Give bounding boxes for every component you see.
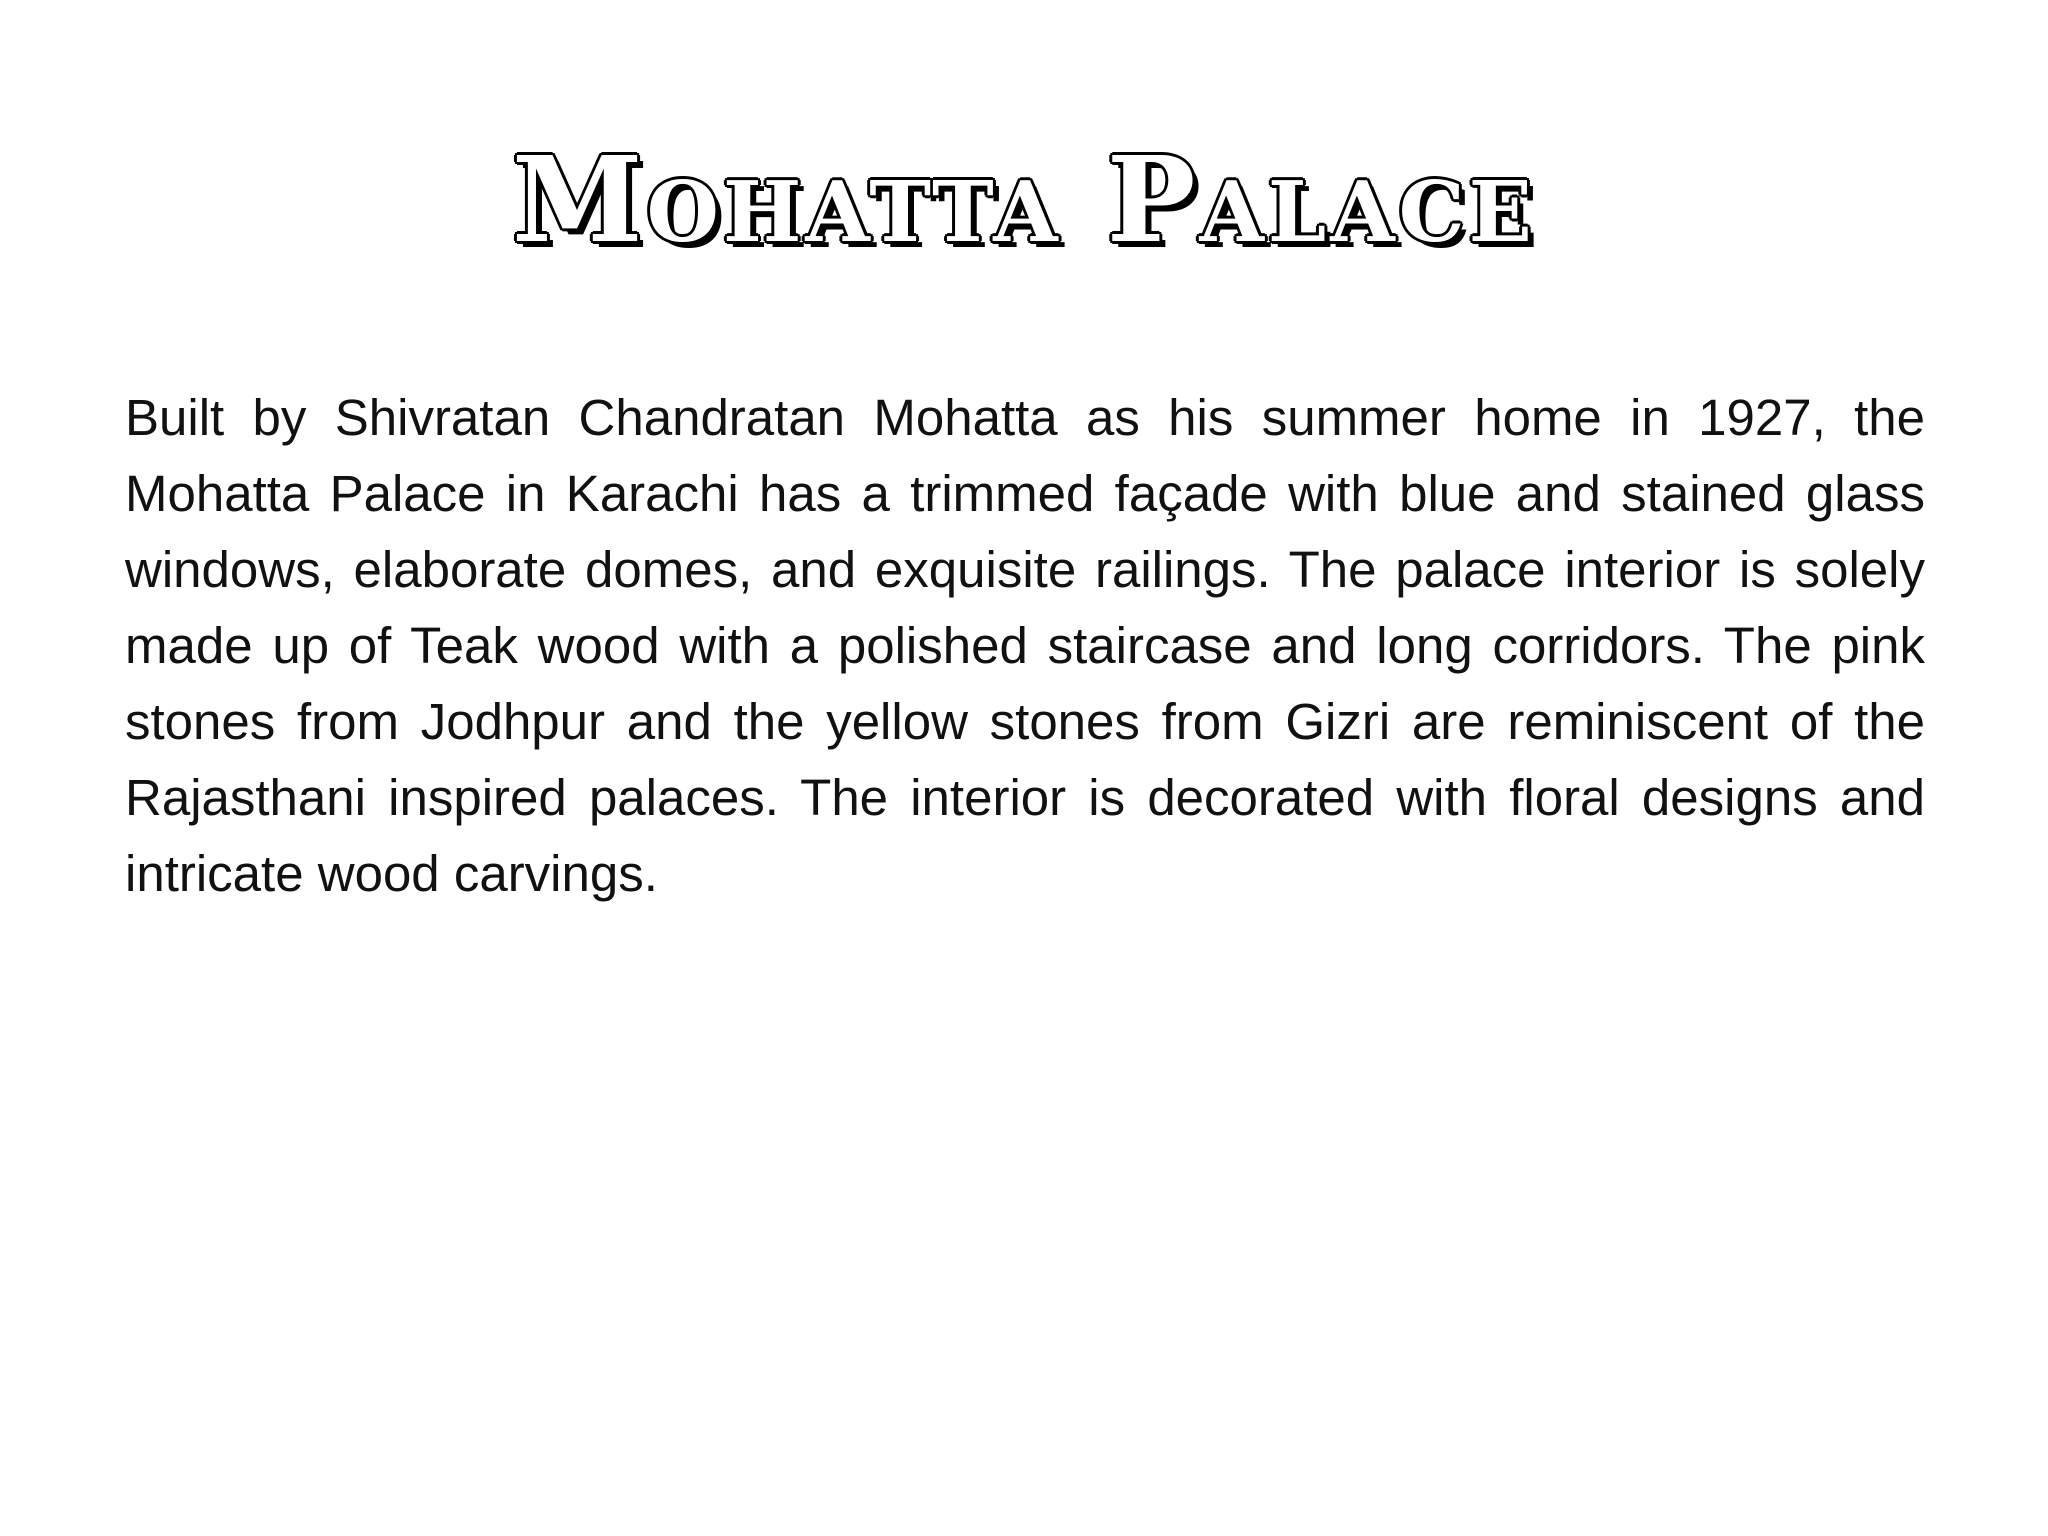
slide-body-paragraph: Built by Shivratan Chandratan Mohatta as his summer home in 1927, the Mohatta Palace in Karachi has a trimmed façade with blue and stained glass windows, elaborate domes, and exquisite railings. The palace interior is solely made up of Teak wood with a polished staircase and long corridors. The pink stones from Jodhpur and the yellow stones from Gizri are reminiscent of the Rajasthani inspired palaces. The interior is decorated with floral designs and intricate wood carvings.: [125, 389, 1925, 902]
slide-title: Mohatta Palace: [512, 130, 1536, 269]
